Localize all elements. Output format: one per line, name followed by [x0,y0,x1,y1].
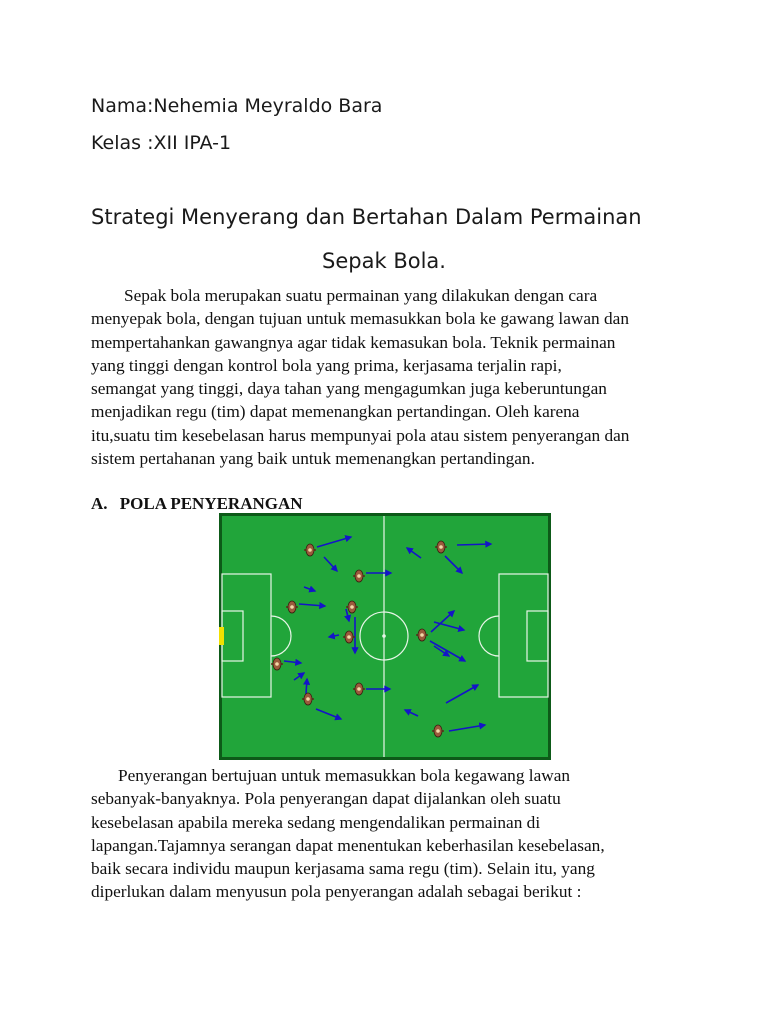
intro-line: sistem pertahanan yang baik untuk memenangkan pertandingan. [91,449,535,469]
intro-line: menjadikan regu (tim) dapat memenangkan pertandingan. Oleh karena [91,402,580,422]
section-a-title: POLA PENYERANGAN [119,494,303,513]
intro-line: yang tinggi dengan kontrol bola yang prima, kerjasama terjalin rapi, [91,355,562,375]
movement-arrow [306,679,307,694]
student-class: Kelas :XII IPA-1 [91,132,232,154]
student-name: Nama:Nehemia Meyraldo Bara [91,95,383,117]
document-title-line-2-wrap [0,249,768,273]
attack-formation-figure [219,513,551,760]
attack-line: baik secara individu maupun kerjasama sama regu (tim). Selain itu, yang [91,859,595,879]
intro-paragraph [91,284,691,470]
section-a-marker: A. [91,494,108,513]
goalkeeper-icon [219,627,224,645]
attack-line: diperlukan dalam menyusun pola penyerangan adalah sebagai berikut : [91,882,582,902]
attack-line: lapangan.Tajamnya serangan dapat menentukan keberhasilan kesebelasan, [91,835,605,855]
movement-arrow [457,544,491,545]
intro-line: semangat yang tinggi, daya tahan yang mengagumkan juga keberuntungan [91,379,607,399]
intro-line: Sepak bola merupakan suatu permainan yang dilakukan dengan cara [124,286,598,305]
document-title-line-1: Strategi Menyerang dan Bertahan Dalam Permainan [91,205,642,229]
intro-line: mempertahankan gawangnya agar tidak kemasukan bola. Teknik permainan [91,332,616,352]
attack-paragraph [91,764,691,904]
attack-line: sebanyak-banyaknya. Pola penyerangan dapat dijalankan oleh suatu [91,789,561,809]
attack-line: Penyerangan bertujuan untuk memasukkan bola kegawang lawan [118,766,571,785]
section-a-heading [91,494,303,514]
intro-line: itu,suatu tim kesebelasan harus mempunyai pola atau sistem penyerangan dan [91,425,630,445]
intro-line: menyepak bola, dengan tujuan untuk memasukkan bola ke gawang lawan dan [91,309,629,329]
attack-line: kesebelasan apabila mereka sedang mengendalikan permainan di [91,812,541,832]
document-title-line-2: Sepak Bola. [322,249,446,273]
center-spot [382,634,386,638]
